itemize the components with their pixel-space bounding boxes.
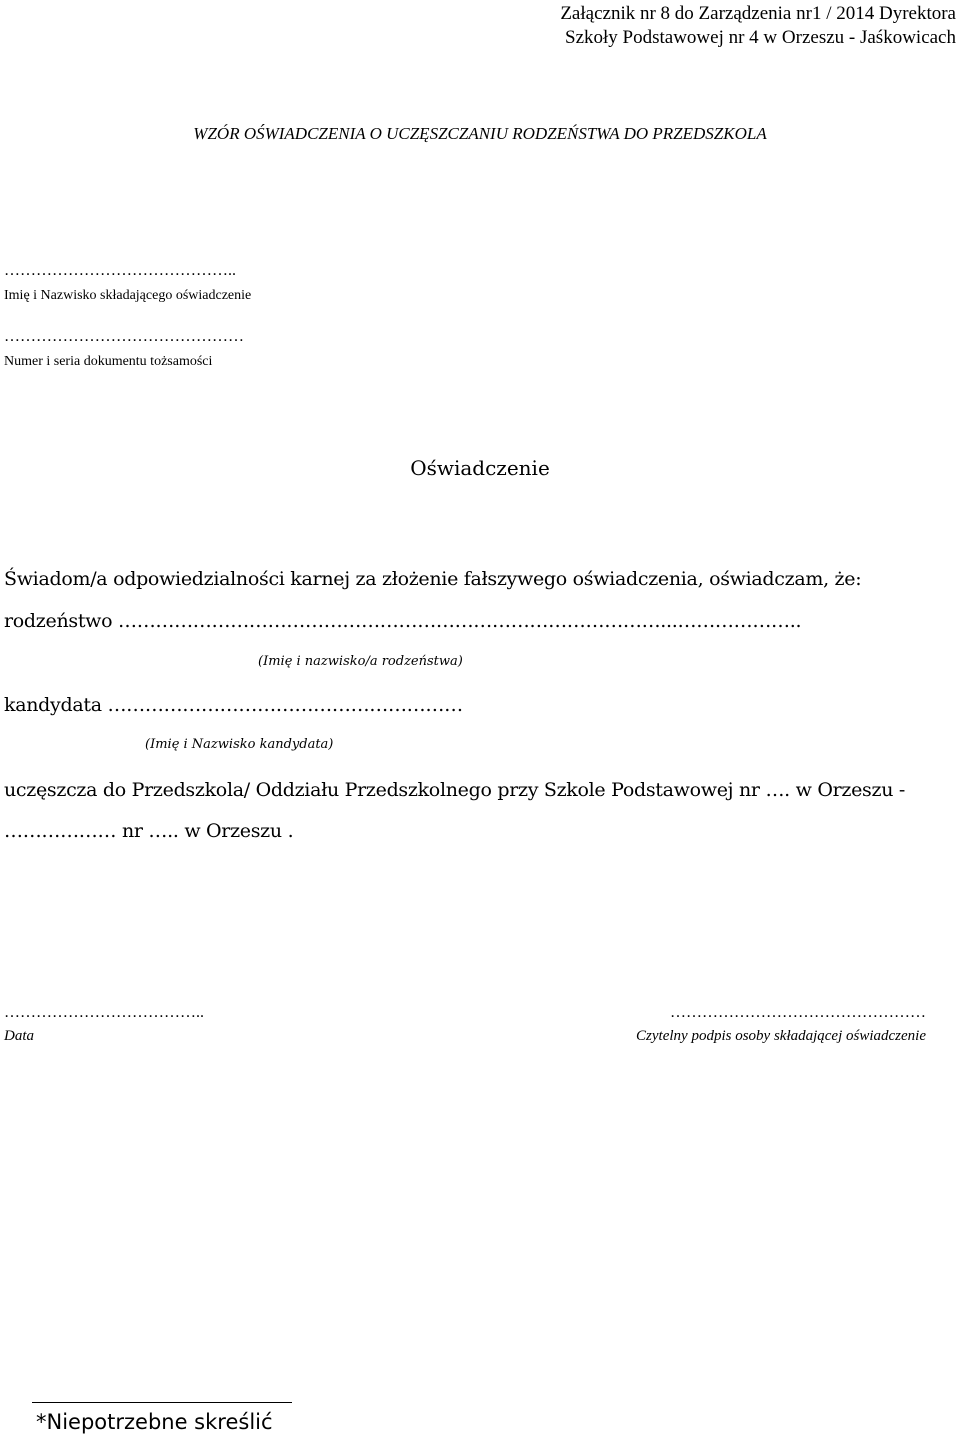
signature-label: Czytelny podpis osoby składającej oświadczenie [636,1028,926,1044]
sibling-caption: (Imię i nazwisko/a rodzeństwa) [258,654,463,669]
document-title: WZÓR OŚWIADCZENIA O UCZĘSZCZANIU RODZEŃSTWA DO PRZEDSZKOLA [193,124,767,143]
statement-heading: Oświadczenie [410,456,550,480]
footnote: *Niepotrzebne skreślić [36,1410,273,1434]
statement-line-1: Świadom/a odpowiedzialności karnej za złożenie fałszywego oświadczenia, oświadczam, że: [4,568,862,590]
annex-header-line-2: Szkoły Podstawowej nr 4 w Orzeszu - Jaśkowicach [565,27,956,48]
footnote-separator [32,1402,292,1403]
candidate-line: kandydata ………………………………………………… [4,694,463,716]
attends-line-continued: ……………… nr ….. w Orzeszu . [4,820,294,842]
declarant-id-dots: ……………………………………… [4,328,244,345]
date-label: Data [4,1028,34,1044]
signature-dots: ………………………………………… [670,1004,926,1021]
candidate-caption: (Imię i Nazwisko kandydata) [145,737,334,752]
declarant-name-label: Imię i Nazwisko składającego oświadczenie [4,288,252,303]
attends-line: uczęszcza do Przedszkola/ Oddziału Przedszkolnego przy Szkole Podstawowej nr …. w Orzeszu - [4,779,905,801]
sibling-line: rodzeństwo ……………………………………………………………………………...……………….. [4,610,802,632]
declarant-name-dots: …………………………………….. [4,262,236,279]
annex-header-line-1: Załącznik nr 8 do Zarządzenia nr1 / 2014 Dyrektora [560,3,956,24]
date-dots: ……………………………….. [4,1004,204,1021]
declarant-id-label: Numer i seria dokumentu tożsamości [4,354,213,369]
